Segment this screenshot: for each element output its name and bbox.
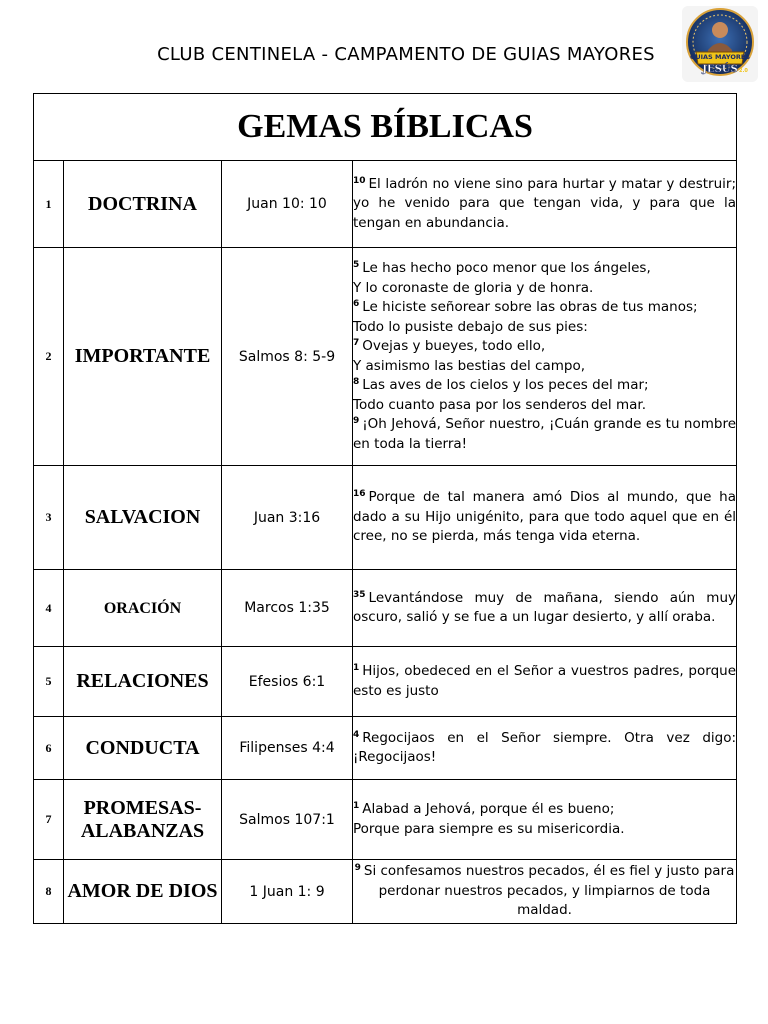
verse-text: Regocijaos en el Señor siempre. Otra vez digo: ¡Regocijaos!: [353, 729, 737, 765]
table-row: [34, 466, 737, 570]
row-verse: [353, 248, 737, 466]
club-logo: [682, 6, 758, 82]
table-row: [34, 860, 737, 924]
row-reference: Marcos 1:35: [222, 570, 353, 647]
row-reference: Filipenses 4:4: [222, 717, 353, 780]
table-row: [34, 717, 737, 780]
row-number: 2: [34, 248, 64, 466]
verse-line: [353, 800, 736, 820]
row-reference: Juan 3:16: [222, 466, 353, 570]
row-topic: RELACIONES: [64, 647, 222, 717]
row-topic: SALVACION: [64, 466, 222, 570]
row-reference: 1 Juan 1: 9: [222, 860, 353, 924]
row-verse: [353, 161, 737, 248]
verse-text: Le hiciste señorear sobre las obras de tus manos;: [362, 299, 698, 315]
table-title: GEMAS BÍBLICAS: [237, 108, 533, 145]
verse-number: 6: [353, 299, 360, 309]
verse-number: 35: [353, 589, 366, 600]
row-topic: IMPORTANTE: [64, 248, 222, 466]
row-number: 7: [34, 780, 64, 860]
verse-number: 4: [353, 729, 360, 740]
row-reference: Juan 10: 10: [222, 161, 353, 248]
verse-text: Le has hecho poco menor que los ángeles,: [362, 260, 651, 276]
verse-line: [353, 357, 736, 377]
row-number: 3: [34, 466, 64, 570]
table-title-cell: [34, 94, 737, 161]
row-verse: [353, 717, 737, 780]
verse-text: Todo lo pusiste debajo de sus pies:: [353, 318, 588, 335]
verse-line: [353, 396, 736, 416]
row-number: 4: [34, 570, 64, 647]
row-verse: [353, 860, 737, 924]
table-row: [34, 570, 737, 647]
verse-number: 8: [353, 377, 360, 387]
verse-text: Porque para siempre es su misericordia.: [353, 820, 625, 837]
row-topic: AMOR DE DIOS: [64, 860, 222, 924]
row-reference: Salmos 8: 5-9: [222, 248, 353, 466]
verse-text: Porque de tal manera amó Dios al mundo, que ha dado a su Hijo unigénito, para que todo aquel que en él cree, no se pierda, más tenga vida eterna.: [353, 489, 737, 545]
logo-text-1: GUIAS MAYORES: [689, 53, 751, 61]
verse-text: Levantándose muy de mañana, siendo aún muy oscuro, salió y se fue a un lugar desierto, y allí oraba.: [353, 589, 737, 625]
verse-line: [353, 259, 736, 279]
bible-gems-table: [33, 93, 737, 924]
verse-line: [353, 279, 736, 299]
row-verse: [353, 466, 737, 570]
verse-line: [353, 298, 736, 318]
verse-line: [353, 415, 736, 454]
logo-text-3: 2.0: [739, 68, 748, 74]
verse-text: Y lo coronaste de gloria y de honra.: [353, 279, 594, 296]
verse-number: 1: [353, 801, 360, 811]
table-title-row: [34, 94, 737, 161]
row-reference: Efesios 6:1: [222, 647, 353, 717]
row-number: 5: [34, 647, 64, 717]
verse-text: Alabad a Jehová, porque él es bueno;: [362, 801, 615, 817]
verse-text: Hijos, obedeced en el Señor a vuestros padres, porque esto es justo: [353, 663, 737, 699]
verse-number: 9: [354, 863, 361, 874]
logo-emblem-icon: [682, 6, 758, 82]
verse-text: Si confesamos nuestros pecados, él es fiel y justo para perdonar nuestros pecados, y limpiarnos de toda maldad.: [363, 863, 735, 919]
row-verse: [353, 780, 737, 860]
verse-number: 7: [353, 338, 360, 348]
verse-text: ¡Oh Jehová, Señor nuestro, ¡Cuán grande es tu nombre en toda la tierra!: [353, 416, 737, 452]
verse-line: [353, 337, 736, 357]
row-reference: Salmos 107:1: [222, 780, 353, 860]
verse-text: El ladrón no viene sino para hurtar y matar y destruir; yo he venido para que tengan vida, y para que la tengan en abundancia.: [353, 175, 737, 231]
row-verse: [353, 570, 737, 647]
row-number: 8: [34, 860, 64, 924]
verse-number: 10: [353, 175, 366, 186]
verse-line: [353, 820, 736, 840]
row-number: 6: [34, 717, 64, 780]
table-row: [34, 780, 737, 860]
table-row: [34, 647, 737, 717]
verse-text: Las aves de los cielos y los peces del mar;: [362, 377, 649, 393]
row-topic: CONDUCTA: [64, 717, 222, 780]
row-topic: DOCTRINA: [64, 161, 222, 248]
verse-number: 9: [353, 416, 360, 426]
verse-text: Y asimismo las bestias del campo,: [353, 357, 586, 374]
verse-number: 5: [353, 260, 360, 270]
table-row: [34, 248, 737, 466]
row-verse: [353, 647, 737, 717]
verse-text: Ovejas y bueyes, todo ello,: [362, 338, 546, 354]
row-topic: ORACIÓN: [64, 570, 222, 647]
verse-line: [353, 376, 736, 396]
row-number: 1: [34, 161, 64, 248]
verse-number: 16: [353, 489, 366, 500]
page-header-title: CLUB CENTINELA - CAMPAMENTO DE GUIAS MAYORES: [157, 44, 655, 65]
verse-number: 1: [353, 663, 360, 673]
row-topic: PROMESAS-ALABANZAS: [64, 780, 222, 860]
logo-text-2: JESÚS: [702, 64, 738, 75]
table-row: [34, 161, 737, 248]
verse-line: [353, 318, 736, 338]
verse-text: Todo cuanto pasa por los senderos del mar.: [353, 396, 646, 413]
